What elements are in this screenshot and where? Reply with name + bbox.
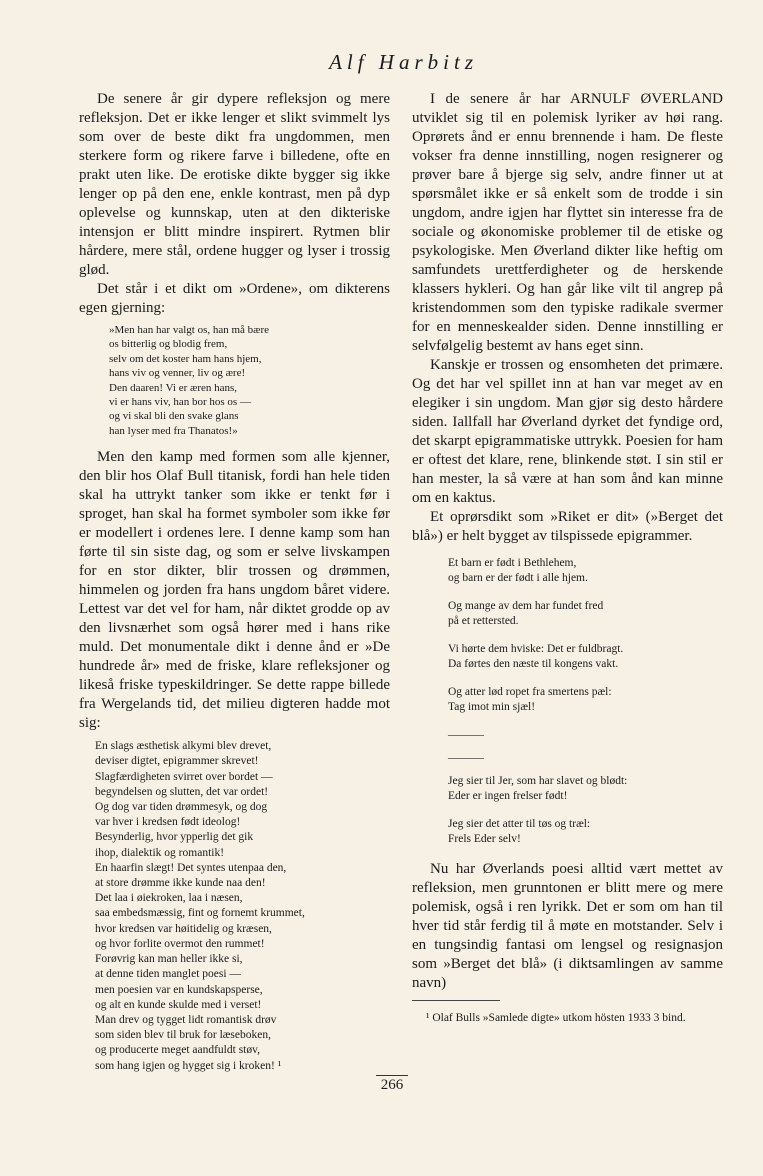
left-paragraph-1: De senere år gir dypere refleksjon og mere refleksjon. Det er ikke lenger et slikt svimmelt lys som over de beste dikt fra ungdommen, men sterkere form og rikere farve i billedene, ofte en prakt uten like. De erotiske dikte bygger sig ikke lenger op på den ene, enkle kontrast, men på dyp oplevelse og kunnskap, uten at den dikteriske intensjon er blitt mindre inspirert. Rytmen blir hårdere, mere stål, ordene hugger og lyser i trossig glød. xyxy=(79,91,390,278)
poem-line: Tag imot min sjæl! xyxy=(448,701,536,713)
footnote: ¹ Olaf Bulls »Samlede digte» utkom hösten 1933 3 bind. xyxy=(426,1012,686,1024)
quote-line: som siden blev til bruk for læseboken, xyxy=(95,1029,271,1042)
poem-stanza xyxy=(448,774,723,804)
poem-line: Et barn er født i Bethlehem, xyxy=(448,557,577,569)
poem-stanza xyxy=(448,685,723,715)
quote-line: Forøvrig kan man heller ikke si, xyxy=(95,953,243,966)
right-paragraph-4: Nu har Øverlands poesi alltid vært mettet av refleksion, men grunntonen er blitt mere og mere polemisk, også i ren lyrikk. Det er som om han til hver tid står ferdig til å møte en motstander. Selv i en tungsindig fantasi om lengsel og resignasjon som »Berget det blå» (i diktsamlingen av samme navn) xyxy=(412,861,723,991)
quote-line: hans viv og venner, liv og ære! xyxy=(109,367,246,380)
poem-line: Jeg sier til Jer, som har slavet og blødt: xyxy=(448,775,628,787)
quote-line: Det laa i øiekroken, laa i næsen, xyxy=(95,892,243,905)
poem-line: Og mange av dem har fundet fred xyxy=(448,600,604,612)
poem-line: på et rettersted. xyxy=(448,615,519,627)
poem-stanza xyxy=(448,599,723,629)
quote-line: og hvor forlite overmot den rummet! xyxy=(95,937,265,950)
quote-line: Den daaren! Vi er æren hans, xyxy=(109,381,238,394)
poem-stanza xyxy=(448,556,723,586)
poem-line: Da førtes den næste til kongens vakt. xyxy=(448,658,619,670)
quote-line: ihop, dialektik og romantik! xyxy=(95,846,225,859)
quote-line: var hver i kredsen født ideolog! xyxy=(95,816,241,829)
quote-line: Slagfærdigheten svirret over bordet — xyxy=(95,770,273,783)
poem-line: Jeg sier det atter til tøs og træl: xyxy=(448,818,591,830)
riket-er-dit-poem xyxy=(448,556,723,847)
quote-line: En haarfin slægt! Det syntes utenpaa den, xyxy=(95,861,287,874)
poem-line: og barn er der født i alle hjem. xyxy=(448,572,588,584)
right-paragraph-1: I de senere år har ARNULF ØVERLAND utviklet sig til en polemisk lyriker av høi rang. Oprørets ånd er ennu brennende i ham. De fleste vokser fra denne innstilling, nogen resignerer og prøver bare å bjerge sig selv, andre finner ut at spørsmålet ikke er så enkelt som de trodde i sin ungdom, andre igjen har flyttet sin interesse fra de sociale og økonomiske problemer til de etiske og psykologiske. Men Øverland dikter like heftig om samfundets urettferdigheter og de herskende klassers hykleri. Og han går like vilt til angrep på kristendommen som den typiske radikale svermer for en menneskealder siden. Denne innstilling er selvfølgelig bestemt av hans eget sinn. xyxy=(412,91,723,354)
quote-line: og alt en kunde skulde med i verset! xyxy=(95,998,262,1011)
quote-line: at store drømme ikke kunde naa den! xyxy=(95,877,266,890)
quote-line: »Men han har valgt os, han må bære xyxy=(109,324,270,336)
quote-line: vi er hans viv, han bor hos os — xyxy=(109,396,251,409)
quote-line: og producerte meget aandfuldt støv, xyxy=(95,1044,260,1057)
hundrede-aar-quote xyxy=(95,739,390,1073)
quote-line: deviser digtet, epigrammer skrevet! xyxy=(95,755,259,768)
right-paragraph-3: Et oprørsdikt som »Riket er dit» (»Berget det blå») er helt bygget av tilspissede epigrammer. xyxy=(412,509,723,544)
quote-line: begyndelsen og slutten, det var ordet! xyxy=(95,785,269,798)
right-column xyxy=(412,90,723,1026)
footnote-divider xyxy=(412,1000,500,1001)
quote-line: han lyser med fra Thanatos!» xyxy=(109,424,238,437)
quote-line: men poesien var en kundskapsperse, xyxy=(95,983,263,996)
poem-line: Vi hørte dem hviske: Det er fuldbragt. xyxy=(448,643,624,655)
ordene-quote xyxy=(109,323,390,438)
quote-line: som hang igjen og hygget sig i kroken! ¹ xyxy=(95,1059,282,1072)
quote-line: En slags æsthetisk alkymi blev drevet, xyxy=(95,740,272,753)
quote-line: Og dog var tiden drømmesyk, og dog xyxy=(95,801,268,814)
poem-line: Og atter lød ropet fra smertens pæl: xyxy=(448,686,612,698)
left-paragraph-2: Det står i et dikt om »Ordene», om dikterens egen gjerning: xyxy=(79,281,390,316)
quote-line: Man drev og tygget lidt romantisk drøv xyxy=(95,1013,277,1026)
poem-line: Eder er ingen frelser født! xyxy=(448,790,568,802)
left-column xyxy=(79,90,390,1074)
poem-line: Frels Eder selv! xyxy=(448,833,521,845)
quote-line: os bitterlig og blodig frem, xyxy=(109,338,228,351)
poem-stanza xyxy=(448,642,723,672)
dash-separator: ——— xyxy=(448,727,484,741)
page-number: 266 xyxy=(376,1075,408,1094)
quote-line: og vi skal bli den svake glans xyxy=(109,410,239,423)
poem-stanza xyxy=(448,817,723,847)
running-title: Alf Harbitz xyxy=(329,50,478,74)
quote-line: Besynderlig, hvor ypperlig det gik xyxy=(95,831,254,844)
quote-line: saa embedsmæssig, fint og fornemt krummet, xyxy=(95,907,305,920)
dash-separator: ——— xyxy=(448,750,484,764)
right-paragraph-2: Kanskje er trossen og ensomheten det primære. Og det har vel spillet inn at han var meget av en elegiker i sin ungdom. Man gjør sig desto hårdere siden. Iallfall har Øverland dyrket det fyndige ord, det skarpt epigrammatiske uttrykk. Poesien for ham er oftest det klare, rene, blinkende støt. I sin stil er han mester, la så være at han som ånd kan minne om en kaktus. xyxy=(412,357,723,506)
quote-line: hvor kredsen var høitidelig og kræsen, xyxy=(95,922,272,935)
quote-line: selv om det koster ham hans hjem, xyxy=(109,352,262,365)
quote-line: at denne tiden manglet poesi — xyxy=(95,968,241,981)
left-paragraph-3: Men den kamp med formen som alle kjenner, den blir hos Olaf Bull titanisk, fordi han hele tiden skal ha uttrykt tanker som ikke er tenkt før i sproget, han skal ha formet symboler som ikke før er modellert i ordenes lere. I denne kamp som han førte til sin siste dag, og som er selve livskampen for en stor dikter, blir trossen og drømmen, himmelen og jorden fra hans ungdom båret videre. Lettest var det vel for ham, når diktet grodde op av den livsnærhet som også hører med i hans rike muld. Det monumentale dikt i denne ånd er »De hundrede år» med de friske, klare refleksjoner og likeså friske typeskildringer. Se dette rappe billede fra Wergelands tid, det milieu digteren hadde mot sig: xyxy=(79,449,390,732)
